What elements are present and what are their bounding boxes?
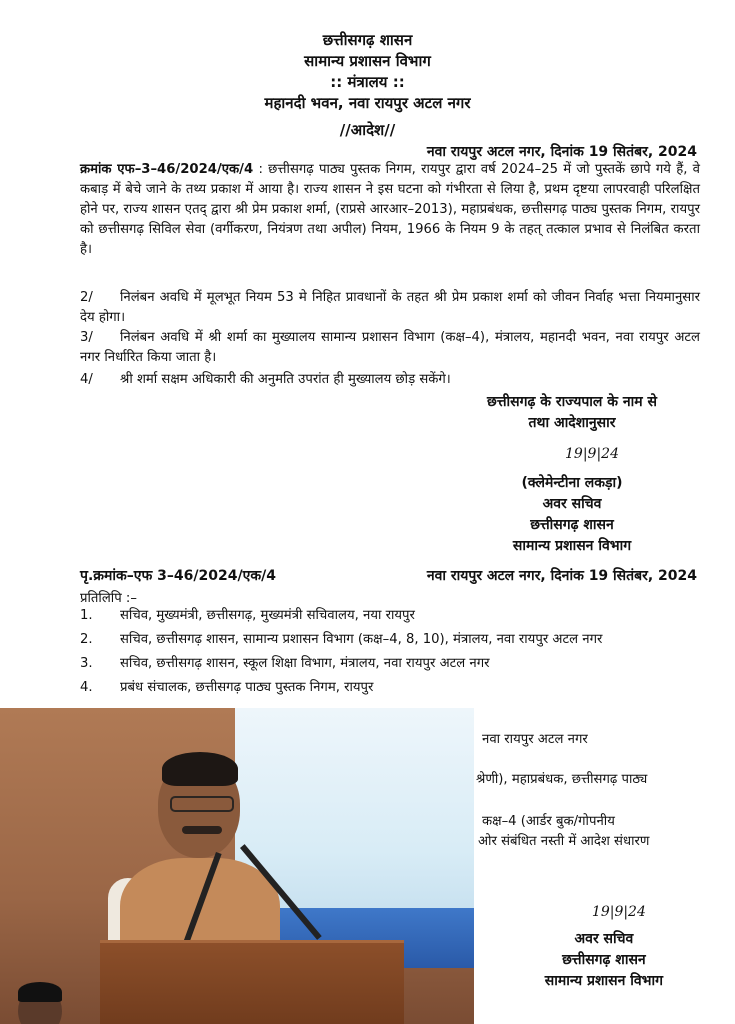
list-item-number: 2. [80,632,93,647]
copy-dateline: नवा रायपुर अटल नगर, दिनांक 19 सितंबर, 2024 [426,568,697,584]
signature-block-2 [545,902,663,992]
header-government: छत्तीसगढ़ शासन [322,31,413,49]
list-item [80,654,700,674]
signatory-department: सामान्य प्रशासन विभाग [512,538,632,554]
order-title: //आदेश// [339,121,396,139]
order-dateline: नवा रायपुर अटल नगर, दिनांक 19 सितंबर, 2024 [426,144,697,160]
signature-block-1 [487,392,657,557]
header-ministry: :: मंत्रालय :: [330,73,405,91]
order-item-number: 4/ [80,372,93,387]
list-item-text: सचिव, छत्तीसगढ़ शासन, स्कूल शिक्षा विभाग, मंत्रालय, नवा रायपुर अटल नगर [120,656,490,671]
header-address: महानदी भवन, नवा रायपुर अटल नगर [264,94,471,112]
order-item-2 [80,288,700,328]
document-header [0,30,735,114]
handwritten-signature: 19|9|24 [565,446,619,462]
sign-order-line: तथा आदेशानुसार [528,415,616,431]
partial-text-3: कक्ष–4 (आर्डर बुक/गोपनीय [482,814,615,829]
list-item-number: 3. [80,656,93,671]
handwritten-signature: 19|9|24 [591,904,646,920]
signatory-department: सामान्य प्रशासन विभाग [544,973,663,989]
order-reference: क्रमांक एफ–3–46/2024/एक/4 [80,162,254,177]
overlay-photo [0,708,474,1024]
copy-list [80,606,700,702]
list-item [80,678,700,698]
list-item-number: 1. [80,608,93,623]
signatory-designation: अवर सचिव [574,931,634,947]
copy-reference: पृ.क्रमांक–एफ 3–46/2024/एक/4 [80,568,276,584]
podium [100,940,404,1024]
list-item-number: 4. [80,680,93,695]
signatory-org: छत्तीसगढ़ शासन [562,952,646,968]
order-item-4 [80,370,700,390]
signatory-name: (क्लेमेन्टीना लकड़ा) [521,475,623,491]
speaker-hair [162,752,238,786]
list-item [80,630,700,650]
partial-text-4: ओर संबंधित नस्ती में आदेश संधारण [478,834,650,849]
list-item-text: प्रबंध संचालक, छत्तीसगढ़ पाठ्य पुस्तक निगम, रायपुर [120,680,374,695]
speaker-glasses [170,796,234,812]
partial-text-1: नवा रायपुर अटल नगर [482,732,588,747]
header-department: सामान्य प्रशासन विभाग [304,52,431,70]
sign-authority-line: छत्तीसगढ़ के राज्यपाल के नाम से [487,394,657,410]
order-item-text: निलंबन अवधि में श्री शर्मा का मुख्यालय सामान्य प्रशासन विभाग (कक्ष–4), मंत्रालय, महानदी भवन, नवा रायपुर अटल नगर निर्धारित किया जाता है। [80,330,700,365]
copy-label: प्रतिलिपि :– [80,591,137,606]
signatory-designation: अवर सचिव [542,496,602,512]
signatory-org: छत्तीसगढ़ शासन [530,517,614,533]
speaker-mustache [182,826,222,834]
list-item-text: सचिव, छत्तीसगढ़ शासन, सामान्य प्रशासन विभाग (कक्ष–4, 8, 10), मंत्रालय, नवा रायपुर अटल नगर [120,632,603,647]
order-item-text: श्री शर्मा सक्षम अधिकारी की अनुमति उपरांत ही मुख्यालय छोड़ सकेंगे। [120,372,451,387]
partial-text-2: श्रेणी), महाप्रबंधक, छत्तीसगढ़ पाठ्य [476,772,648,787]
order-item-number: 3/ [80,330,93,345]
bystander-hair [18,982,62,1002]
list-item [80,606,700,626]
order-item-3 [80,328,700,368]
order-item-text: निलंबन अवधि में मूलभूत नियम 53 मे निहित प्रावधानों के तहत श्री प्रेम प्रकाश शर्मा को जीवन निर्वाह भत्ता नियमानुसार देय होगा। [80,290,700,325]
order-paragraph-1 [80,160,700,260]
order-paragraph-1-text: : छत्तीसगढ़ पाठ्य पुस्तक निगम, रायपुर द्वारा वर्ष 2024–25 में जो पुस्तकें छापे गये हैं, वे कबाड़ में बेचे जाने के तथ्य प्रकाश में आया है। राज्य शासन ने इस घटना को गंभीरता से लिया है, प्रथम दृष्टया लापरवाही परिलक्षित होने पर, राज्य शासन एतद् द्वारा श्री प्रेम प्रकाश शर्मा, (राप्रसे आरआर–2013), महाप्रबंधक, छत्तीसगढ़ पाठ्य पुस्तक निगम, रायपुर को छत्तीसगढ़ सिविल सेवा (वर्गीकरण, नियंत्रण तथा अपील) नियम, 1966 के नियम 9 के तहत् तत्काल प्रभाव से निलंबित करता है। [80,162,701,257]
list-item-text: सचिव, मुख्यमंत्री, छत्तीसगढ़, मुख्यमंत्री सचिवालय, नया रायपुर [120,608,415,623]
order-item-number: 2/ [80,290,93,305]
